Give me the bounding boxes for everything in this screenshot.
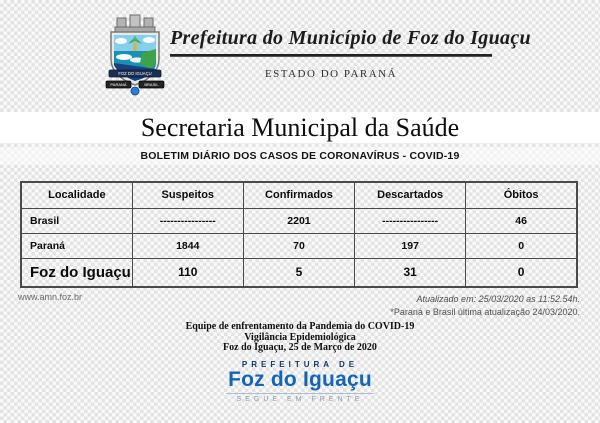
cell-obitos: 46 (466, 208, 577, 233)
header-divider (170, 54, 492, 57)
col-header-obitos: Óbitos (466, 182, 577, 208)
logo-divider (226, 393, 374, 394)
cell-localidade: Foz do Iguaçu (21, 258, 132, 287)
team-line-3: Foz do Iguaçu, 25 de Março de 2020 (223, 342, 377, 353)
crest-banner (109, 70, 161, 77)
table-row-foz-do-iguacu (21, 258, 577, 287)
update-note-text: *Paraná e Brasil última atualização 24/03/2020. (390, 307, 580, 317)
cell-descartados: 197 (355, 233, 466, 258)
table-header-row (21, 182, 577, 208)
municipality-header (170, 27, 531, 80)
cell-obitos: 0 (466, 258, 577, 287)
cell-confirmados: 5 (243, 258, 354, 287)
cell-confirmados: 70 (243, 233, 354, 258)
table-row-brasil (21, 208, 577, 233)
cell-obitos: 0 (466, 233, 577, 258)
update-info (390, 294, 580, 317)
col-header-descartados: Descartados (355, 182, 466, 208)
website-link[interactable]: www.amn.foz.br (18, 292, 83, 302)
prefeitura-logo (0, 360, 600, 403)
crest-ribbon-right-text: BRASIL (144, 82, 159, 88)
col-header-localidade: Localidade (21, 182, 132, 208)
bulletin-title: BOLETIM DIÁRIO DOS CASOS DE CORONAVÍRUS - COVID-19 (140, 150, 460, 162)
state-label: ESTADO DO PARANÁ (264, 68, 398, 80)
cell-suspeitos: ---------------- (132, 208, 243, 233)
cell-localidade: Paraná (21, 233, 132, 258)
cell-localidade: Brasil (21, 208, 132, 233)
logo-top-label: PREFEITURA DE (241, 360, 359, 369)
crest-ribbon-left-text: PARANÁ (110, 82, 127, 88)
cell-descartados: ---------------- (355, 208, 466, 233)
team-signature (0, 322, 600, 354)
col-header-confirmados: Confirmados (243, 182, 354, 208)
logo-city-name: Foz do Iguaçu (228, 368, 372, 391)
secretariat-title: Secretaria Municipal da Saúde (140, 112, 460, 142)
covid-cases-table (20, 181, 578, 288)
bulletin-title-band (0, 147, 600, 165)
municipality-title: Prefeitura do Município de Foz do Iguaçu (170, 27, 531, 49)
cell-suspeitos: 1844 (132, 233, 243, 258)
cell-suspeitos: 110 (132, 258, 243, 287)
coat-of-arms-icon (104, 13, 166, 97)
cell-confirmados: 2201 (243, 208, 354, 233)
team-line-1: Equipe de enfrentamento da Pandemia do COVID-19 (185, 321, 415, 332)
updated-at-text: Atualizado em: 25/03/2020 as 11:52.54h. (416, 294, 580, 304)
secretariat-band (0, 112, 600, 143)
logo-slogan: SEGUE EM FRENTE (236, 396, 364, 403)
crest-crown (115, 15, 155, 32)
team-line-2: Vigilância Epidemiológica (244, 331, 356, 343)
crest-banner-text: FOZ DO IGUAÇU (118, 71, 152, 77)
cell-descartados: 31 (355, 258, 466, 287)
table-row-parana (21, 233, 577, 258)
col-header-suspeitos: Suspeitos (132, 182, 243, 208)
